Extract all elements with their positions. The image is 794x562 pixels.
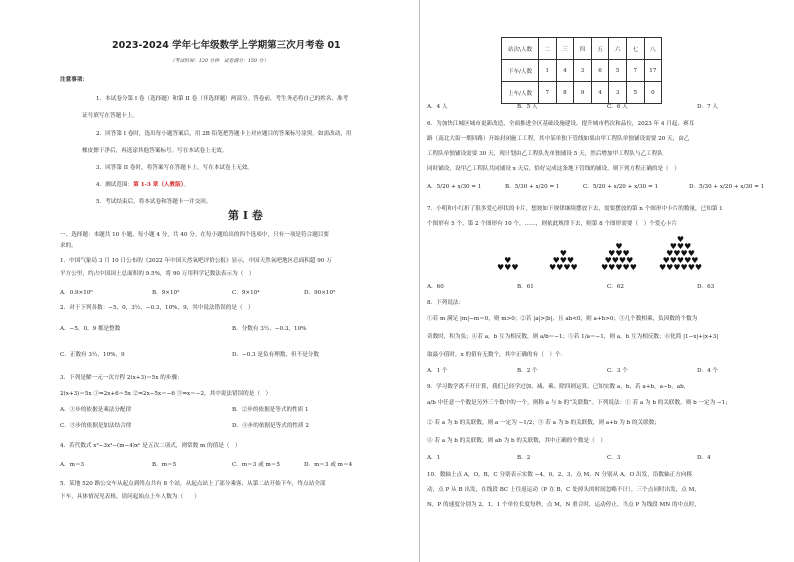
q6-option-c: C．5/20 + x/20 + x/30 = 1 xyxy=(583,184,659,190)
q9-line-1: 9．学习数学离不开计算，我们已经学过加、减、乘、除四则运算，已知实数 a，b，若 a+b，a−b，ab， xyxy=(427,384,690,390)
heart-icon: ♥ xyxy=(566,256,575,265)
heart-icon: ♥ xyxy=(687,249,695,258)
q4-option-d: D．m＝3 或 m＝4 xyxy=(304,462,353,468)
q8-line-2: 奇数时，积为负；④若 a，b 互为相反数，则 a/b＝−1；⑤若 1/a＝−1，则 a，b 互为相反数；⑥化简 |1−x|+|x+3| xyxy=(427,334,719,340)
heart-figure-4 xyxy=(659,236,702,271)
table-cell: 3 xyxy=(574,60,592,82)
q4-option-b: B．m＝5 xyxy=(152,462,177,468)
q4-option-a: A．m＝3 xyxy=(60,462,85,468)
table-cell: 8 xyxy=(556,82,574,104)
heart-icon: ♥ xyxy=(684,242,692,251)
q1-stem-a: 1．中国气象局 3 月 10 日公布的《2022 年中国天然氧吧评价公报》显示，中国天然氧吧地区总面积超 90 万 xyxy=(60,258,332,264)
q2-option-d: D．−0.3 是负有理数，但不是分数 xyxy=(232,352,319,358)
q5-option-d: D．7 人 xyxy=(697,104,719,110)
part1-intro-b: 求的。 xyxy=(60,243,77,249)
q6-line-1: 6．为加快江城区城市更新改造，全面推进全区基础设施建设，提升城市档次和品位，2023 年 4 月起，赛耳 xyxy=(427,121,695,127)
table-cell: 四 xyxy=(574,38,592,60)
heart-icon: ♥ xyxy=(666,249,674,258)
heart-icon: ♥ xyxy=(504,263,512,272)
heart-icon: ♥ xyxy=(504,256,512,265)
table-header-cell: 上车/人数 xyxy=(502,82,539,104)
q8-stem: 8．下列说法： xyxy=(427,300,465,306)
heart-icon: ♥ xyxy=(552,256,560,265)
heart-icon: ♥ xyxy=(626,256,634,265)
q8-option-d: D．4 个 xyxy=(697,368,719,374)
q9-option-b: B．2 xyxy=(517,455,531,461)
q2-option-a: A．−5，0，9 都是整数 xyxy=(60,326,121,332)
table-cell: 6 xyxy=(591,60,609,82)
note-1a: 1．本试卷分第 I 卷（选择题）和第 II 卷（非选择题）两部分。答卷前，考生务必将自己的姓名、准考 xyxy=(96,96,349,102)
table-cell: 三 xyxy=(556,38,574,60)
heart-icon: ♥ xyxy=(615,249,623,258)
heart-icon: ♥ xyxy=(691,256,699,265)
q3-option-c: C．③步的依据是加法结合律 xyxy=(60,423,132,429)
q7-line-1: 7．小明和小红折了很多爱心形状的卡片，想按如下规律继续摆放下去，需要摆放的第 n 个图形中卡片的数量，已知第 1 xyxy=(427,206,723,212)
q7-option-a: A．60 xyxy=(427,284,444,290)
heart-icon: ♥ xyxy=(615,242,623,251)
heart-figure-1 xyxy=(497,257,519,271)
heart-icon: ♥ xyxy=(611,256,619,265)
heart-icon: ♥ xyxy=(563,263,571,272)
heart-icon: ♥ xyxy=(662,256,670,265)
heart-icon: ♥ xyxy=(680,263,688,272)
note-3: 3．回答第 II 卷时，将答案写在答题卡上。写在本试卷上无效。 xyxy=(96,165,253,171)
notes-heading: 注意事项： xyxy=(60,77,88,83)
q7-line-2: 个图形有 5 个，第 2 个图形有 10 个，……，则依此规律下去，则第 8 个图形需要（ ）个爱心卡片 xyxy=(427,221,678,227)
table-cell: 1 xyxy=(539,60,557,82)
q1-stem-b: 平方公里，约占中国国土总面积的 9.5%，将 90 万用科学记数法表示为（ ） xyxy=(60,271,255,277)
q6-option-b: B．5/30 + x/20 = 1 xyxy=(505,184,560,190)
heart-figure-3 xyxy=(601,243,637,271)
q9-option-d: D．4 xyxy=(697,455,711,461)
heart-icon: ♥ xyxy=(511,263,519,272)
heart-icon: ♥ xyxy=(676,235,685,244)
table-cell: 7 xyxy=(539,82,557,104)
q8-option-b: B．2 个 xyxy=(517,368,538,374)
q5-stem-a: 5．某地 520 路公交车从起点到终点共有 8 个站，从起点站上了部分乘客，从第二站开始下车，终点站全部 xyxy=(60,481,326,487)
heart-icon: ♥ xyxy=(687,263,695,272)
heart-icon: ♥ xyxy=(673,263,681,272)
q2-option-c: C．正数有 3½，10%，9 xyxy=(60,352,125,358)
heart-icon: ♥ xyxy=(673,249,681,258)
heart-icon: ♥ xyxy=(676,242,685,251)
heart-icon: ♥ xyxy=(680,249,688,258)
q1-option-a: A．0.9×10⁶ xyxy=(60,290,93,296)
heart-icon: ♥ xyxy=(622,249,630,258)
heart-icon: ♥ xyxy=(622,263,630,272)
heart-icon: ♥ xyxy=(608,263,616,272)
exam-subtitle: （考试时间：120 分钟 试卷满分：150 分） xyxy=(170,59,269,64)
heart-icon: ♥ xyxy=(497,263,505,272)
q1-option-b: B．9×10⁵ xyxy=(152,290,180,296)
q7-option-b: B．61 xyxy=(517,284,534,290)
q8-line-3: 取最小值时，x 的值有无数个，其中正确的有（ ）个． xyxy=(427,352,567,358)
heart-icon: ♥ xyxy=(684,256,692,265)
note-4-suffix: 。 xyxy=(183,182,190,188)
heart-figure-2 xyxy=(549,250,578,271)
table-cell: 5 xyxy=(626,82,644,104)
q8-option-c: C．3 个 xyxy=(607,368,628,374)
q3-option-d: D．④步的依据是等式的性质 2 xyxy=(232,423,309,429)
heart-icon: ♥ xyxy=(669,242,677,251)
note-1b: 证号填写在答题卡上。 xyxy=(82,113,138,119)
note-2a: 2．回答第 I 卷时，选出每小题答案后，用 2B 铅笔把答题卡上对应题目的答案标号涂黑。如需改动，用 xyxy=(96,131,352,137)
q3-stem: 3．下列是解一元一次方程 2(x+3)＝5x 的步骤： xyxy=(60,375,183,381)
q5-stem-b: 下车，具体情况见表格，请问起始点上车人数为（ ） xyxy=(60,494,200,500)
table-cell: 17 xyxy=(644,60,662,82)
table-cell: 4 xyxy=(556,60,574,82)
table-cell: 六 xyxy=(609,38,627,60)
q5-option-a: A．4 人 xyxy=(427,104,448,110)
table-cell: 八 xyxy=(644,38,662,60)
heart-icon: ♥ xyxy=(549,263,557,272)
table-cell: 七 xyxy=(626,38,644,60)
q9-option-a: A．1 xyxy=(427,455,441,461)
heart-icon: ♥ xyxy=(676,256,685,265)
q2-option-b: B．分数有 3½，−0.3，10% xyxy=(232,326,307,332)
test-scope: 第 1-3 章（人教版） xyxy=(133,182,184,188)
heart-icon: ♥ xyxy=(615,263,623,272)
q4-option-c: C．m＝3 或 m＝5 xyxy=(232,462,280,468)
q6-option-a: A．5/20 + x/30 = 1 xyxy=(427,184,482,190)
q7-option-d: D．63 xyxy=(697,284,715,290)
q8-option-a: A．1 个 xyxy=(427,368,448,374)
note-5: 5．考试结束后，将本试卷和答题卡一并交回。 xyxy=(96,199,212,205)
heart-icon: ♥ xyxy=(669,256,677,265)
q6-option-d: D．5/30 + x/20 + x/30 = 1 xyxy=(689,184,765,190)
q10-line-3: N，P 的速度分别为 2，1，1 个单位长度每秒，点 M，N 重合时，运动停止，当点 P 为线段 MN 的中点时， xyxy=(427,502,700,508)
q6-line-2: 路（南北大街一期回路）开始封闭施工工程，其中某单独下管线如果由甲工程队单独铺设需要 20 天，由乙 xyxy=(427,136,690,142)
heart-icon: ♥ xyxy=(694,263,703,272)
heart-icon: ♥ xyxy=(666,263,674,272)
q2-stem: 2．对于下列各数：−5，0，3½，−0.3，10%，9，其中说法错误的是（ ） xyxy=(60,305,254,311)
heart-icon: ♥ xyxy=(570,263,578,272)
note-2b: 橡皮擦干净后，再选涂其他答案标号。写在本试卷上无效。 xyxy=(82,148,228,154)
heart-icon: ♥ xyxy=(659,263,667,272)
table-cell: 0 xyxy=(644,82,662,104)
heart-icon: ♥ xyxy=(618,256,627,265)
q9-line-2: a/b 中任意一个数是另外三个数中的一个，则称 a 与 b 的“关联数”。下列说法：① 若 a 为 b 的关联数，则 b 一定为 −1； xyxy=(427,400,731,406)
q6-line-3: 工程队单独铺设需要 30 天，现计划由乙工程队先单独铺设 5 天，然后增加甲工程队与乙工程队 xyxy=(427,151,663,157)
heart-icon: ♥ xyxy=(629,263,637,272)
section-title: 第 I 卷 xyxy=(228,209,263,222)
heart-row xyxy=(549,264,578,271)
heart-row xyxy=(659,264,702,271)
q6-line-4: 同时铺设，设甲乙工程队共同铺设 x 天后，恰好完成这条地下管线的铺设，则下列方程正确的是（ ） xyxy=(427,166,680,172)
table-cell: 5 xyxy=(609,60,627,82)
q9-line-4: ④ 若 a 为 b 的关联数，则 ab 为 b 的关联数，其中正确的个数是（ ） xyxy=(427,438,606,444)
q10-line-1: 10．数轴上点 A，O，B，C 分别表示实数 −4，0，2，3，点 M，N 分别从 A，O 出发，沿数轴正方向移 xyxy=(427,472,692,478)
q1-option-c: C．9×10⁴ xyxy=(232,290,260,296)
table-cell: 9 xyxy=(574,82,592,104)
right-column xyxy=(421,0,794,562)
heart-row xyxy=(497,264,519,271)
table-header-cell: 下车/人数 xyxy=(502,60,539,82)
q10-line-2: 动，点 P 从 B 出发，在线段 BC 上往返运动（P 在 B，C 处掉头的时间忽略不计），三个点同时出发，点 M， xyxy=(427,487,700,493)
table-cell: 3 xyxy=(609,82,627,104)
q5-option-c: C．6 人 xyxy=(607,104,628,110)
q4-stem: 4．若代数式 x²−3x³−(m−4)xⁿ 是五次二项式，则常数 m 的值是（ ） xyxy=(60,443,241,449)
heart-icon: ♥ xyxy=(604,256,612,265)
heart-row xyxy=(601,264,637,271)
heart-icon: ♥ xyxy=(608,249,616,258)
table-cell: 五 xyxy=(591,38,609,60)
note-4 xyxy=(96,182,189,189)
table-cell: 4 xyxy=(591,82,609,104)
heart-icon: ♥ xyxy=(601,263,609,272)
heart-icon: ♥ xyxy=(556,263,564,272)
table-cell: 7 xyxy=(626,60,644,82)
heart-icon: ♥ xyxy=(559,256,567,265)
q5-option-b: B．5 人 xyxy=(517,104,538,110)
q3-steps: 2(x+3)＝5x ①⇒2x+6＝5x ②⇒2x−5x＝−6 ③⇒x＝−2，其中说法错误的是（ ） xyxy=(60,391,272,397)
heart-icon: ♥ xyxy=(559,249,567,258)
q7-option-c: C．62 xyxy=(607,284,624,290)
q3-option-a: A．①步的依据是乘法分配律 xyxy=(60,407,132,413)
exam-title: 2023-2024 学年七年级数学上学期第三次月考卷 01 xyxy=(112,40,341,51)
table-cell: 二 xyxy=(539,38,557,60)
note-4-prefix: 4．测试范围： xyxy=(96,182,134,188)
part1-intro-a: 一、选择题：本题共 10 小题，每小题 4 分，共 40 分。在每小题给出的四个选项中，只有一项是符合题目要 xyxy=(60,232,329,238)
table-header-cell: 站次\人数 xyxy=(502,38,539,60)
q3-option-b: B．②步的依据是等式的性质 1 xyxy=(232,407,309,413)
q9-option-c: C．3 xyxy=(607,455,621,461)
q8-line-1: ①若 m 满足 |m|−m＝0，则 m>0；②若 |a|>|b|，且 ab<0，则 a+b>0；③几个数相乘，负因数的个数为 xyxy=(427,316,698,322)
q1-option-d: D．90×10³ xyxy=(304,290,336,296)
q9-line-3: ② 若 a 为 b 的关联数，则 a 一定为 −1/2；③ 若 a 为 b 的关联数，则 a+b 为 b 的关联数； xyxy=(427,420,660,426)
